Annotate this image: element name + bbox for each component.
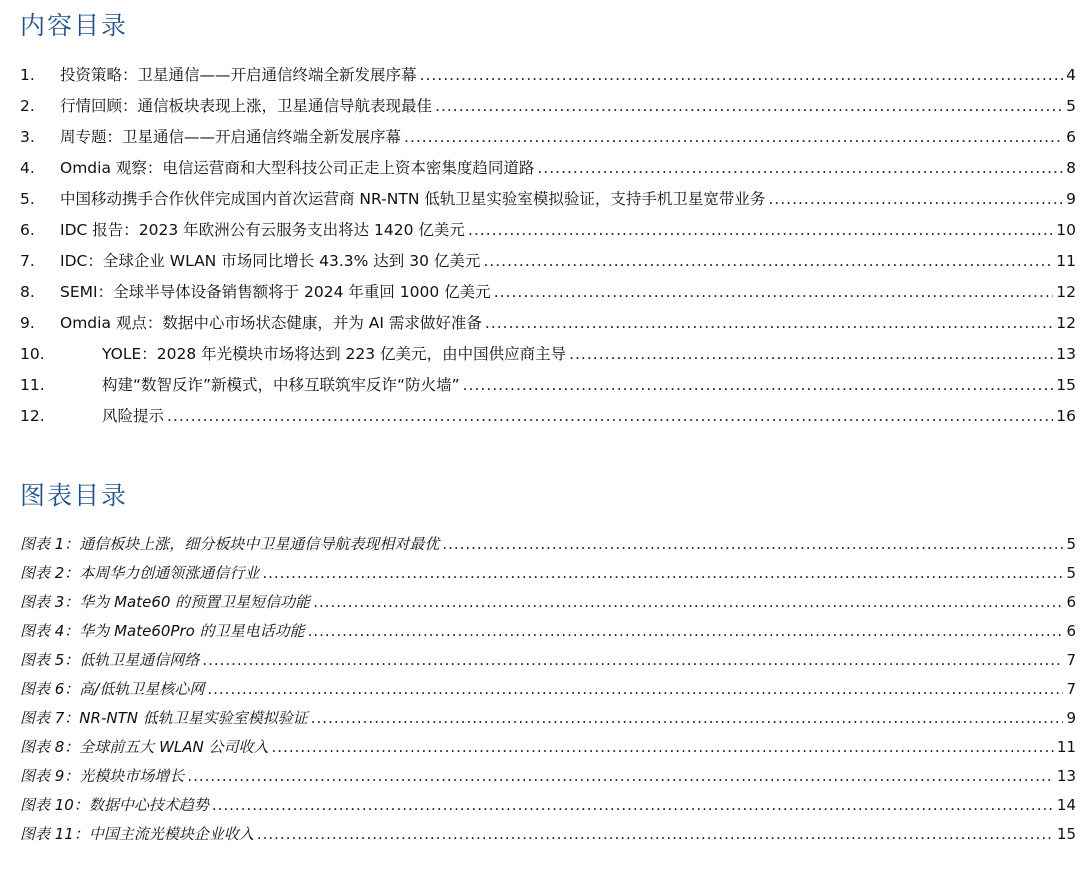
figure-entry-page: 9: [1066, 709, 1076, 727]
toc-entry-label: 风险提示: [102, 407, 165, 425]
toc-entry[interactable]: [20, 277, 1076, 308]
figure-entry-page: 15: [1056, 825, 1076, 843]
dot-leader: [404, 122, 1063, 153]
figure-entry[interactable]: [20, 762, 1076, 791]
toc-entry-number: 12.: [20, 407, 45, 425]
dot-leader: [468, 215, 1053, 246]
figure-entry-label: 图表 2：本周华力创通领涨通信行业: [20, 564, 260, 582]
toc-list: [20, 60, 1076, 432]
figure-entry-label: 图表 4：华为 Mate60Pro 的卫星电话功能: [20, 622, 305, 640]
toc-entry-label: SEMI：全球半导体设备销售额将于 2024 年重回 1000 亿美元: [60, 283, 491, 301]
dot-leader: [311, 704, 1064, 733]
toc-entry-page: 12: [1056, 283, 1076, 301]
toc-entry[interactable]: [20, 339, 1076, 370]
toc-entry-page: 8: [1066, 159, 1076, 177]
dot-leader: [483, 246, 1053, 277]
toc-entry-label: IDC 报告：2023 年欧洲公有云服务支出将达 1420 亿美元: [60, 221, 465, 239]
dot-leader: [313, 588, 1063, 617]
toc-entry[interactable]: [20, 122, 1076, 153]
dot-leader: [420, 60, 1064, 91]
figure-entry[interactable]: [20, 791, 1076, 820]
figure-entry-page: 5: [1066, 535, 1076, 553]
toc-entry-page: 9: [1066, 190, 1076, 208]
figure-entry-label: 图表 8：全球前五大 WLAN 公司收入: [20, 738, 269, 756]
toc-entry-label: 构建“数智反诈”新模式，中移互联筑牢反诈“防火墙”: [102, 376, 460, 394]
toc-entry-number: 2.: [20, 97, 35, 115]
figure-entry[interactable]: [20, 733, 1076, 762]
dot-leader: [537, 153, 1063, 184]
toc-entry-number: 8.: [20, 283, 35, 301]
toc-entry-label: Omdia 观察：电信运营商和大型科技公司正走上资本密集度趋同道路: [60, 159, 535, 177]
figure-entry-label: 图表 9：光模块市场增长: [20, 767, 185, 785]
toc-entry-number: 11.: [20, 376, 45, 394]
figure-entry-page: 6: [1066, 622, 1076, 640]
figure-entry-page: 5: [1066, 564, 1076, 582]
toc-entry-page: 11: [1056, 252, 1076, 270]
figure-entry-label: 图表 6：高/低轨卫星核心网: [20, 680, 205, 698]
figure-entry[interactable]: [20, 588, 1076, 617]
toc-entry-label: Omdia 观点：数据中心市场状态健康，并为 AI 需求做好准备: [60, 314, 482, 332]
dot-leader: [463, 370, 1054, 401]
figure-entry[interactable]: [20, 530, 1076, 559]
figure-entry-page: 6: [1066, 593, 1076, 611]
figure-entry[interactable]: [20, 820, 1076, 849]
toc-entry-number: 4.: [20, 159, 35, 177]
toc-entry[interactable]: [20, 308, 1076, 339]
figure-entry[interactable]: [20, 646, 1076, 675]
figure-entry-page: 13: [1056, 767, 1076, 785]
toc-entry[interactable]: [20, 401, 1076, 432]
dot-leader: [272, 733, 1054, 762]
dot-leader: [187, 762, 1054, 791]
toc-entry[interactable]: [20, 60, 1076, 91]
figure-entry-label: 图表 3：华为 Mate60 的预置卫星短信功能: [20, 593, 311, 611]
toc-entry-page: 4: [1066, 66, 1076, 84]
toc-entry[interactable]: [20, 246, 1076, 277]
toc-entry-number: 10.: [20, 345, 45, 363]
figure-entry-page: 7: [1066, 680, 1076, 698]
dot-leader: [435, 91, 1063, 122]
figure-list-title: 图表目录: [20, 481, 129, 510]
dot-leader: [207, 675, 1063, 704]
toc-entry-label: 投资策略：卫星通信——开启通信终端全新发展序幕: [60, 66, 417, 84]
dot-leader: [167, 401, 1053, 432]
dot-leader: [262, 559, 1063, 588]
dot-leader: [257, 820, 1054, 849]
figure-entry-label: 图表 1：通信板块上涨，细分板块中卫星通信导航表现相对最优: [20, 535, 440, 553]
toc-entry-label: 周专题：卫星通信——开启通信终端全新发展序幕: [60, 128, 402, 146]
figure-entry-page: 11: [1056, 738, 1076, 756]
figure-entry[interactable]: [20, 559, 1076, 588]
figure-entry-label: 图表 7：NR-NTN 低轨卫星实验室模拟验证: [20, 709, 308, 727]
dot-leader: [212, 791, 1054, 820]
toc-entry[interactable]: [20, 370, 1076, 401]
dot-leader: [308, 617, 1064, 646]
toc-entry-page: 6: [1066, 128, 1076, 146]
toc-entry-number: 3.: [20, 128, 35, 146]
figure-entry[interactable]: [20, 617, 1076, 646]
toc-entry-page: 16: [1056, 407, 1076, 425]
figure-entry-label: 图表 10：数据中心技术趋势: [20, 796, 209, 814]
toc-entry[interactable]: [20, 215, 1076, 246]
figure-entry-page: 14: [1056, 796, 1076, 814]
toc-entry-label: 中国移动携手合作伙伴完成国内首次运营商 NR-NTN 低轨卫星实验室模拟验证，支持手机卫星宽带业务: [60, 190, 766, 208]
toc-entry-page: 5: [1066, 97, 1076, 115]
toc-entry[interactable]: [20, 91, 1076, 122]
dot-leader: [494, 277, 1054, 308]
toc-entry-page: 15: [1056, 376, 1076, 394]
toc-entry-number: 7.: [20, 252, 35, 270]
toc-entry[interactable]: [20, 184, 1076, 215]
dot-leader: [485, 308, 1053, 339]
figure-entry-page: 7: [1066, 651, 1076, 669]
dot-leader: [569, 339, 1053, 370]
toc-entry[interactable]: [20, 153, 1076, 184]
toc-entry-label: 行情回顾：通信板块表现上涨，卫星通信导航表现最佳: [60, 97, 433, 115]
toc-entry-page: 12: [1056, 314, 1076, 332]
toc-entry-number: 1.: [20, 66, 35, 84]
figure-list: [20, 530, 1076, 849]
toc-entry-page: 10: [1056, 221, 1076, 239]
dot-leader: [442, 530, 1063, 559]
toc-entry-number: 5.: [20, 190, 35, 208]
dot-leader: [768, 184, 1063, 215]
toc-entry-label: IDC：全球企业 WLAN 市场同比增长 43.3% 达到 30 亿美元: [60, 252, 481, 270]
toc-entry-number: 9.: [20, 314, 35, 332]
toc-entry-label: YOLE：2028 年光模块市场将达到 223 亿美元，由中国供应商主导: [102, 345, 567, 363]
toc-entry-page: 13: [1056, 345, 1076, 363]
toc-entry-number: 6.: [20, 221, 35, 239]
figure-entry[interactable]: [20, 704, 1076, 733]
figure-entry[interactable]: [20, 675, 1076, 704]
toc-title: 内容目录: [20, 11, 129, 40]
figure-entry-label: 图表 11：中国主流光模块企业收入: [20, 825, 254, 843]
figure-entry-label: 图表 5：低轨卫星通信网络: [20, 651, 200, 669]
dot-leader: [202, 646, 1063, 675]
